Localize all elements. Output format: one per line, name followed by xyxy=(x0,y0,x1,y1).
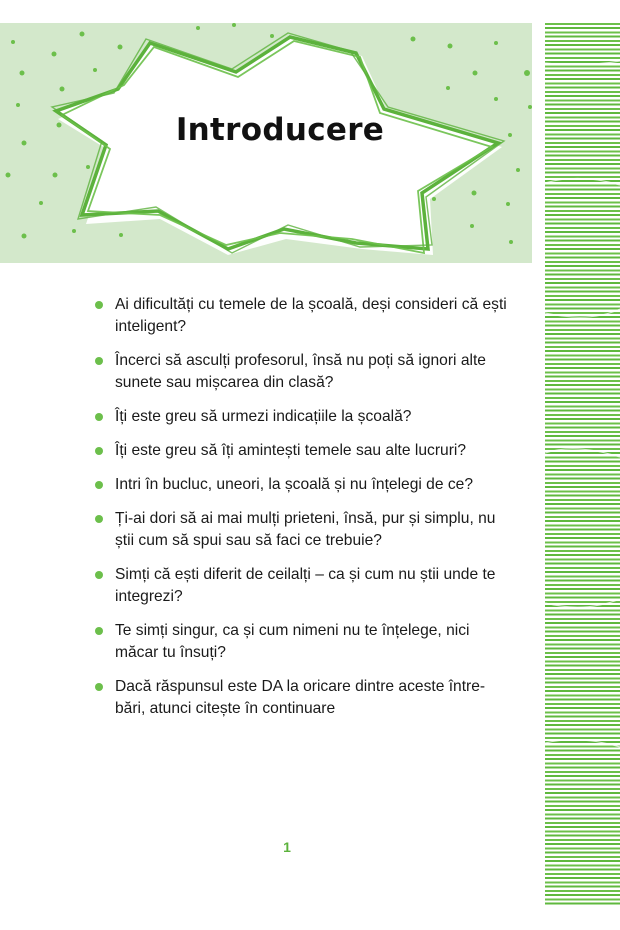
page-number: 1 xyxy=(283,839,291,855)
bullet-dot-icon xyxy=(95,683,103,691)
list-item-text: Ți-ai dori să ai mai mulți prieteni, însă, pur și simplu, nu știi cum să spui sau să faci ce trebuie? xyxy=(115,510,496,549)
list-item xyxy=(92,676,512,720)
list-item-text: Intri în bucluc, uneori, la școală și nu înțelegi de ce? xyxy=(115,476,474,493)
list-item xyxy=(92,406,512,428)
list-item xyxy=(92,620,512,664)
list-item-text: Simți că ești diferit de ceilalți – ca și cum nu știi unde te integrezi? xyxy=(115,566,496,605)
list-item xyxy=(92,474,512,496)
bullet-dot-icon xyxy=(95,447,103,455)
list-item xyxy=(92,350,512,394)
bullet-dot-icon xyxy=(95,515,103,523)
bullet-dot-icon xyxy=(95,413,103,421)
list-item xyxy=(92,440,512,462)
question-list xyxy=(92,294,512,732)
list-item-text: Îți este greu să îți amintești temele sau alte lucruri? xyxy=(115,442,467,459)
bullet-dot-icon xyxy=(95,357,103,365)
hand-drawn-lines-decoration xyxy=(545,23,620,905)
list-item-text: Te simți singur, ca și cum nimeni nu te înțelege, nici măcar tu însuți? xyxy=(115,622,470,661)
decorative-stripe-panel xyxy=(545,23,620,905)
list-item-text: Ai dificultăți cu temele de la școală, deși consideri că ești inteligent? xyxy=(115,296,507,335)
page-title: Introducere xyxy=(175,112,385,148)
list-item xyxy=(92,294,512,338)
bullet-dot-icon xyxy=(95,627,103,635)
bullet-dot-icon xyxy=(95,571,103,579)
list-item-text: Încerci să asculți profesorul, însă nu poți să ignori alte sunete sau mișcarea din clasă? xyxy=(115,352,486,391)
list-item xyxy=(92,508,512,552)
list-item-text: Îți este greu să urmezi indicațiile la școală? xyxy=(115,408,412,425)
bullet-dot-icon xyxy=(95,301,103,309)
bullet-dot-icon xyxy=(95,481,103,489)
list-item-text: Dacă răspunsul este DA la oricare dintre aceste între-bări, atunci citește în continuare xyxy=(115,678,486,717)
list-item xyxy=(92,564,512,608)
